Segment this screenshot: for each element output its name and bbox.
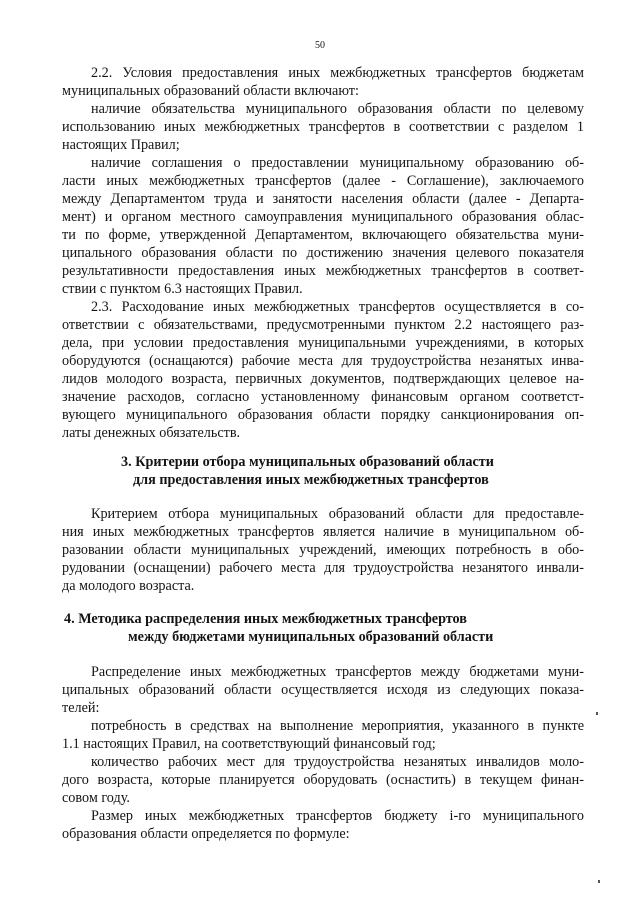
size-paragraph-line: образования области определяется по формуле: [62, 826, 350, 842]
obligation-item-line: использованию иных межбюджетных трансфертов в соответствии с разделом 1 [62, 119, 584, 135]
agreement-item-line: наличие соглашения о предоставлении муниципальному образованию об- [91, 155, 584, 171]
agreement-item-line: между Департаментом труда и занятости населения области (далее - Департа- [62, 191, 584, 207]
paragraph-2-3-line: значение расходов, согласно установленному финансовым органом соответст- [62, 389, 584, 405]
section-3-text-line: рудовании (оснащении) рабочего места для трудоустройства незанятого инвали- [62, 560, 584, 576]
section-3-text-line: ния иных межбюджетных трансфертов является наличие в муниципальном об- [62, 524, 584, 540]
paragraph-2-3-line: дела, при условии предоставления муниципальными учреждениями, в которых [62, 335, 584, 351]
count-item-line: дого возраста, которые планируется оборудовать (оснастить) в текущем финан- [62, 772, 584, 788]
paragraph-2-3-line: лидов молодого возраста, первичных документов, подтверждающих целевое на- [62, 371, 584, 387]
need-item-line: 1.1 настоящих Правил, на соответствующий финансовый год; [62, 736, 436, 752]
paragraph-2-3-line: вующего муниципального образования области порядку санкционирования оп- [62, 407, 584, 423]
obligation-item-line: наличие обязательства муниципального образования области по целевому [91, 101, 584, 117]
agreement-item-line: мент) и органом местного самоуправления муниципального образования облас- [62, 209, 584, 225]
need-item-line: потребность в средствах на выполнение мероприятия, указанного в пункте [91, 718, 584, 734]
section-3-heading: для предоставления иных межбюджетных трансфертов [133, 472, 489, 488]
size-paragraph-line: Размер иных межбюджетных трансфертов бюджету i-го муниципального [91, 808, 584, 824]
scan-speck [598, 880, 600, 883]
count-item-line: количество рабочих мест для трудоустройства незанятых инвалидов моло- [91, 754, 584, 770]
section-3-heading: 3. Критерии отбора муниципальных образований области [121, 454, 494, 470]
agreement-item-line: ципального образования области по достижению значения целевого показателя [62, 245, 584, 261]
section-3-text-line: да молодого возраста. [62, 578, 195, 594]
paragraph-2-3-line: ответствии с обязательствами, предусмотренными пунктом 2.2 настоящего раз- [62, 317, 584, 333]
paragraph-2-3-line: латы денежных обязательств. [62, 425, 241, 441]
section-4-intro-line: Распределение иных межбюджетных трансфертов между бюджетами муни- [91, 664, 584, 680]
paragraph-2-2-line: муниципальных образований области включают: [62, 83, 359, 99]
paragraph-2-2-line: 2.2. Условия предоставления иных межбюджетных трансфертов бюджетам [91, 65, 584, 81]
section-4-heading: 4. Методика распределения иных межбюджетных трансфертов [64, 611, 467, 627]
section-4-heading: между бюджетами муниципальных образований области [128, 629, 494, 645]
agreement-item-line: ствии с пунктом 6.3 настоящих Правил. [62, 281, 303, 297]
agreement-item-line: ти по форме, утвержденной Департаментом, включающего обязательства муни- [62, 227, 584, 243]
page-number: 50 [315, 40, 325, 51]
section-4-intro-line: ципальных образований области осуществляется исходя из следующих показа- [62, 682, 584, 698]
section-3-text-line: Критерием отбора муниципальных образований области для предоставле- [91, 506, 584, 522]
section-3-text-line: разовании области муниципальных учреждений, имеющих потребность в обо- [62, 542, 584, 558]
scan-speck [596, 712, 598, 715]
paragraph-2-3-line: оборудуются (оснащаются) рабочие места для трудоустройства незанятых инва- [62, 353, 584, 369]
paragraph-2-3-line: 2.3. Расходование иных межбюджетных трансфертов осуществляется в со- [91, 299, 584, 315]
agreement-item-line: результативности предоставления иных межбюджетных трансфертов в соответ- [62, 263, 584, 279]
agreement-item-line: ласти иных межбюджетных трансфертов (далее - Соглашение), заключаемого [62, 173, 584, 189]
count-item-line: совом году. [62, 790, 130, 806]
section-4-intro-line: телей: [62, 700, 100, 716]
obligation-item-line: настоящих Правил; [62, 137, 180, 153]
